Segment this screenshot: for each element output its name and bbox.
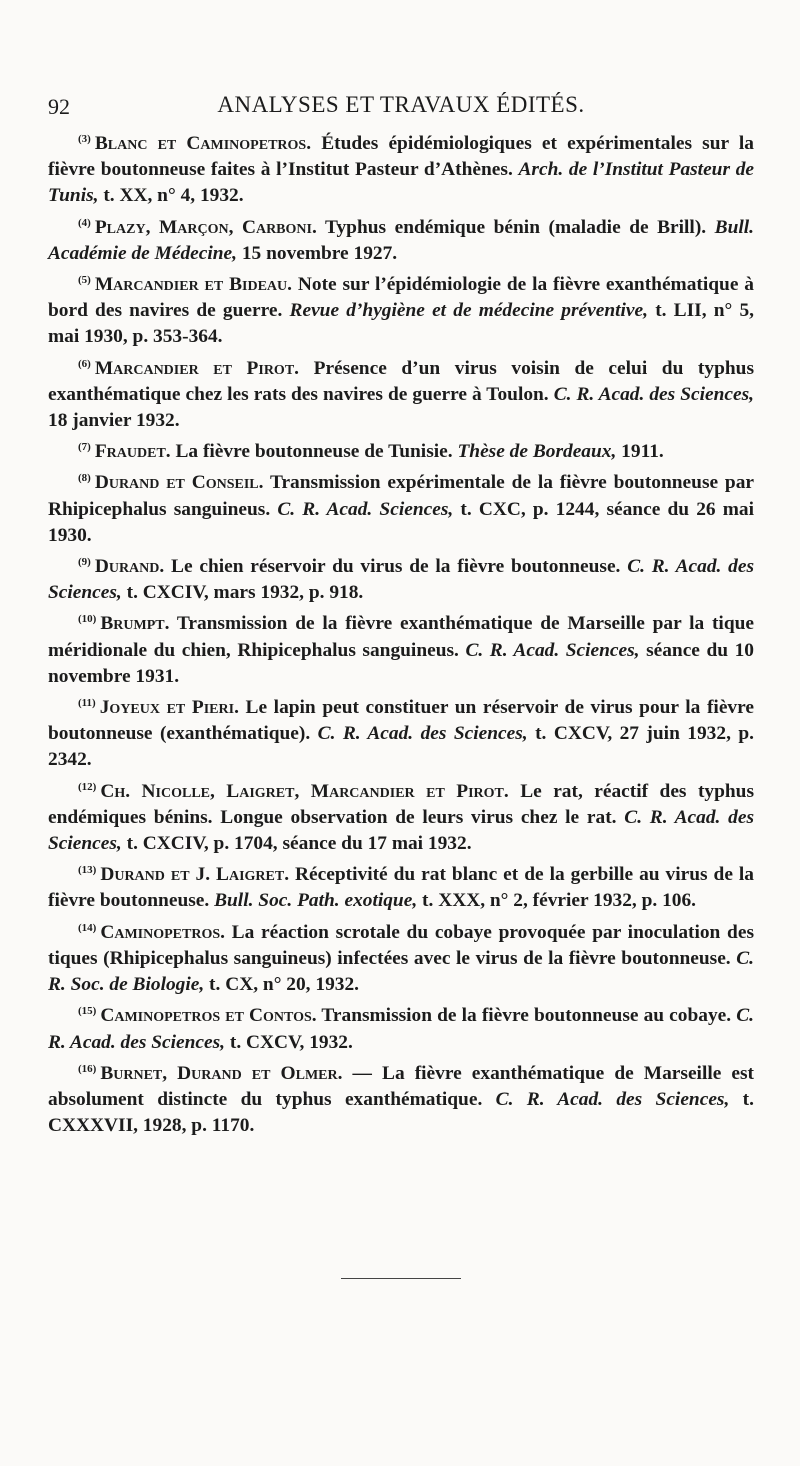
reference-source: C. R. Acad. des Sciences, (48, 806, 754, 855)
reference-title: Réceptivité du rat blanc et de la gerbille au virus de la fièvre boutonneuse. (48, 864, 754, 912)
running-head: ANALYSES ET TRAVAUX ÉDITÉS. (217, 92, 585, 117)
reference-number: (16) (78, 1062, 97, 1075)
reference-number: (14) (78, 921, 97, 934)
reference-title: Transmission de la fièvre exanthématique de Marseille par la tique méridionale du chien, Rhipicephalus sanguineus. (48, 613, 754, 661)
reference-source: Revue d’hygiène et de médecine préventive, (289, 300, 648, 322)
reference-number: (15) (78, 1005, 97, 1018)
reference-authors: Marcandier et Pirot. (94, 357, 300, 379)
reference-authors: Plazy, Marçon, Carboni. (94, 216, 317, 238)
page-number: 92 (48, 94, 70, 119)
reference-authors: Blanc et Caminopetros. (94, 133, 312, 154)
reference-item (48, 774, 754, 858)
reference-source: C. R. Soc. de Biologie, (48, 947, 754, 996)
reference-title: Études épidémiologiques et expérimentales sur la fièvre boutonneuse faites à l’Institut Pasteur d’Athènes. (48, 133, 754, 181)
reference-title: Le lapin peut constituer un réservoir de virus pour la fièvre boutonneuse (exanthématique). (48, 697, 754, 745)
reference-details: t. CXC, p. 1244, séance du 26 mai 1930. (48, 498, 754, 546)
reference-details: t. CXXXVII, 1928, p. 1170. (48, 1088, 754, 1137)
reference-item (48, 549, 754, 606)
reference-authors: Joyeux et Pieri. (99, 697, 239, 719)
reference-title: Le rat, réactif des typhus endémiques bénins. Longue observation de leurs virus chez le rat. (48, 780, 754, 828)
reference-number: (4) (78, 216, 91, 229)
reference-details: t. CXCIV, p. 1704, séance du 17 mai 1932. (121, 833, 472, 855)
reference-item (48, 915, 754, 999)
reference-source: C. R. Acad. Sciences, (465, 639, 640, 661)
reference-details: séance du 10 novembre 1931. (48, 639, 754, 687)
reference-authors: Durand et J. Laigret. (100, 864, 290, 886)
reference-authors: Durand et Conseil. (94, 472, 264, 494)
reference-item (48, 606, 754, 690)
reference-number: (12) (78, 780, 97, 793)
reference-title: Transmission expérimentale de la fièvre boutonneuse par Rhipicephalus sanguineus. (48, 472, 755, 520)
reference-title: Note sur l’épidémiologie de la fièvre exanthématique à bord des navires de guerre. (48, 274, 754, 322)
reference-item (48, 267, 754, 351)
reference-details: t. CXCV, 1932. (225, 1031, 353, 1053)
reference-item (48, 126, 754, 210)
reference-title: Présence d’un virus voisin de celui du typhus exanthématique chez les rats des navires de guerre à Toulon. (48, 357, 754, 405)
reference-list (48, 126, 754, 1139)
reference-item (48, 998, 754, 1055)
reference-authors: Durand. (94, 556, 165, 578)
reference-authors: Brumpt. (100, 613, 170, 635)
reference-details: t. CXCIV, mars 1932, p. 918. (121, 582, 364, 604)
reference-authors: Marcandier et Bideau. (94, 274, 292, 296)
reference-authors: Caminopetros. (100, 921, 225, 943)
reference-source: C. R. Acad. des Sciences, (48, 1005, 754, 1053)
reference-details: t. XX, n° 4, 1932. (98, 185, 244, 207)
reference-authors: Burnet, Durand et Olmer. (100, 1062, 343, 1084)
reference-authors: Fraudet. (94, 441, 171, 463)
reference-number: (10) (78, 613, 97, 626)
reference-source: C. R. Acad. des Sciences, (553, 383, 755, 405)
reference-number: (3) (78, 133, 91, 145)
reference-details: 18 janvier 1932. (48, 410, 180, 432)
reference-authors: Ch. Nicolle, Laigret, Marcandier et Pirot. (100, 780, 509, 802)
reference-item (48, 1056, 754, 1140)
reference-details: 15 novembre 1927. (237, 242, 398, 264)
reference-item (48, 690, 754, 774)
reference-item (48, 351, 754, 435)
reference-number: (6) (78, 357, 91, 370)
reference-title: La fièvre boutonneuse de Tunisie. (170, 441, 458, 463)
reference-source: Thèse de Bordeaux, (457, 441, 617, 463)
page-header (48, 88, 754, 124)
reference-authors: Caminopetros et Contos. (100, 1005, 317, 1027)
reference-source: Bull. Académie de Médecine, (48, 216, 754, 264)
reference-item (48, 465, 754, 549)
reference-title: La réaction scrotale du cobaye provoquée par inoculation des tiques (Rhipicephalus sanguineus) infectées avec le virus de la fièvre boutonneuse. (48, 921, 754, 969)
reference-item (48, 434, 754, 465)
reference-number: (5) (78, 274, 91, 287)
section-end-rule (341, 1278, 461, 1279)
reference-number: (7) (78, 441, 91, 454)
document-page (48, 88, 754, 1139)
reference-number: (11) (78, 697, 96, 710)
reference-details: t. CX, n° 20, 1932. (204, 974, 360, 996)
reference-source: Bull. Soc. Path. exotique, (214, 890, 418, 912)
reference-title: Le chien réservoir du virus de la fièvre boutonneuse. (164, 556, 628, 578)
reference-source: C. R. Acad. des Sciences, (495, 1088, 730, 1110)
reference-details: t. CXCV, 27 juin 1932, p. 2342. (48, 723, 754, 771)
reference-title: — La fièvre exanthématique de Marseille est absolument distincte du typhus exanthématique. (48, 1062, 754, 1110)
reference-details: t. LII, n° 5, mai 1930, p. 353-364. (48, 300, 755, 348)
reference-source: Arch. de l’Institut Pasteur de Tunis, (48, 159, 754, 207)
reference-item (48, 210, 754, 267)
reference-details: t. XXX, n° 2, février 1932, p. 106. (417, 890, 697, 912)
reference-number: (8) (78, 472, 91, 485)
reference-source: C. R. Acad. des Sciences, (48, 556, 754, 604)
reference-number: (9) (78, 556, 91, 569)
reference-title: Typhus endémique bénin (maladie de Brill). (316, 216, 715, 238)
reference-number: (13) (78, 864, 97, 877)
reference-title: Transmission de la fièvre boutonneuse au cobaye. (316, 1005, 737, 1027)
reference-source: C. R. Acad. Sciences, (277, 498, 454, 520)
reference-source: C. R. Acad. des Sciences, (317, 723, 528, 745)
reference-item (48, 857, 754, 914)
reference-details: 1911. (616, 441, 664, 463)
